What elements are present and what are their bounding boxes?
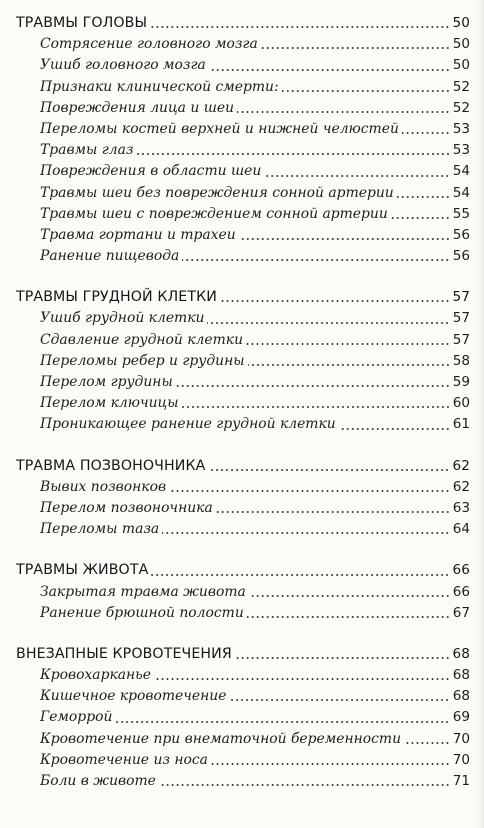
toc-page-number: 68 [452, 688, 470, 705]
toc-section-sudden-bleeding [16, 644, 470, 792]
toc-item [16, 34, 470, 55]
toc-page-number: 56 [452, 248, 470, 265]
dot-leader [391, 216, 450, 220]
toc-item-title: Сдавление грудной клетки [40, 331, 244, 348]
toc-item [16, 55, 470, 76]
dot-leader [162, 531, 450, 535]
dot-leader [182, 405, 450, 409]
toc-heading-title: ТРАВМЫ ГОЛОВЫ [16, 15, 148, 31]
toc-page-number: 61 [452, 416, 470, 433]
toc-section-spine-injury [16, 456, 470, 541]
dot-leader [150, 25, 450, 29]
toc-item [16, 161, 470, 182]
toc-page-number: 68 [452, 645, 470, 662]
dot-leader [249, 594, 450, 598]
toc-heading-title: ТРАВМЫ ГРУДНОЙ КЛЕТКИ [16, 289, 217, 306]
dot-leader [182, 258, 450, 262]
toc-item-title: Повреждения в области шеи [40, 163, 262, 180]
toc-item-title: Ранение брюшной полости [40, 604, 244, 621]
toc-page-number: 55 [452, 205, 470, 222]
toc-section-head-injuries [16, 13, 470, 267]
dot-leader [220, 299, 450, 303]
toc-page-number: 63 [452, 499, 470, 516]
toc-item-title: Кровотечение при внематочной беременности [40, 730, 402, 747]
toc-heading-title: ВНЕЗАПНЫЕ КРОВОТЕЧЕНИЯ [16, 645, 232, 662]
toc-item-title: Перелом позвоночника [40, 499, 213, 516]
dot-leader [229, 698, 450, 702]
toc-item-title: Признаки клинической смерти: [40, 78, 279, 95]
toc-section-abdominal-injuries [16, 560, 470, 624]
toc-page-number: 50 [452, 15, 470, 31]
dot-leader [397, 195, 450, 199]
toc-page-number: 54 [452, 163, 470, 180]
toc-page-number: 66 [452, 583, 470, 600]
toc-page-number: 69 [452, 709, 470, 726]
toc-page-number: 59 [452, 374, 470, 390]
toc-item [16, 750, 470, 771]
toc-item [16, 414, 470, 435]
toc-item-title: Переломы таза [40, 521, 160, 538]
toc-page-number: 70 [452, 730, 470, 747]
dot-leader [264, 174, 450, 178]
toc-section-chest-injuries [16, 287, 470, 435]
toc-item-title: Кишечное кровотечение [40, 688, 227, 705]
toc-item-title: Переломы костей верхней и нижней челюстей [40, 120, 399, 137]
dot-leader [235, 656, 450, 660]
dot-leader [282, 89, 450, 93]
toc-page-number: 58 [452, 352, 470, 369]
toc-page-number: 71 [452, 773, 470, 789]
toc-item-title: Вывих позвонков [40, 478, 167, 495]
toc-item-title: Ранение пищевода [40, 248, 180, 265]
toc-item [16, 603, 470, 624]
toc-item-title: Кровотечение из носа [40, 751, 208, 768]
toc-page-number: 56 [452, 226, 470, 243]
toc-item [16, 330, 470, 351]
toc-item [16, 477, 470, 498]
toc-item [16, 771, 470, 792]
toc-heading [16, 560, 470, 581]
dot-leader [216, 510, 450, 514]
toc-heading-title: ТРАВМЫ ЖИВОТА [16, 562, 149, 579]
toc-item [16, 519, 470, 540]
dot-leader [207, 321, 450, 325]
dot-leader [176, 384, 450, 388]
toc-item [16, 183, 470, 204]
toc-page-number: 57 [452, 289, 470, 306]
toc-item-title: Повреждения лица и шеи [40, 99, 235, 116]
toc-item [16, 140, 470, 161]
toc-item-title: Боли в животе [40, 773, 156, 789]
toc-page-number: 54 [452, 184, 470, 201]
toc-page-number: 68 [452, 667, 470, 684]
toc-page-number: 53 [452, 120, 470, 137]
toc-page-number: 64 [452, 521, 470, 538]
toc-item [16, 729, 470, 750]
toc-item-title: Геморрой [40, 709, 113, 726]
toc-page-number: 62 [452, 478, 470, 495]
toc-item-title: Травма гортани и трахеи [40, 226, 236, 243]
toc-page-number: 67 [452, 604, 470, 621]
toc-item [16, 77, 470, 98]
toc-item [16, 351, 470, 372]
toc-item [16, 119, 470, 140]
dot-leader [151, 573, 450, 577]
toc-item-title: Ушиб головного мозга [40, 57, 206, 74]
dot-leader [239, 237, 450, 241]
dot-leader [339, 427, 450, 431]
page-edge-shadow [478, 0, 484, 828]
toc-item [16, 665, 470, 686]
toc-item [16, 498, 470, 519]
toc-item-title: Травмы шеи без повреждения сонной артерии [40, 184, 394, 201]
dot-leader [402, 131, 450, 135]
toc-item [16, 246, 470, 267]
toc-page-number: 53 [452, 142, 470, 159]
toc-page-number: 52 [452, 99, 470, 116]
toc-item-title: Закрытая травма живота [40, 583, 246, 600]
dot-leader [209, 68, 450, 72]
dot-leader [261, 46, 450, 50]
toc-item [16, 308, 470, 329]
toc-item [16, 707, 470, 728]
dot-leader [137, 152, 451, 156]
toc-item-title: Перелом грудины [40, 374, 173, 390]
toc-page-number: 52 [452, 78, 470, 95]
dot-leader [248, 363, 450, 367]
toc-heading [16, 456, 470, 477]
dot-leader [115, 720, 450, 724]
toc-item [16, 98, 470, 119]
toc-item [16, 372, 470, 393]
toc-item-title: Ушиб грудной клетки [40, 310, 205, 327]
toc-item [16, 393, 470, 414]
toc-heading [16, 287, 470, 308]
toc-page-number: 70 [452, 751, 470, 768]
toc-heading [16, 13, 470, 34]
dot-leader [169, 489, 450, 493]
toc-item [16, 686, 470, 707]
toc-page-number: 66 [452, 562, 470, 579]
toc-page-number: 62 [452, 457, 470, 474]
toc-page-number: 57 [452, 310, 470, 327]
dot-leader [159, 783, 450, 787]
dot-leader [237, 110, 450, 114]
dot-leader [208, 468, 450, 472]
dot-leader [246, 342, 450, 346]
toc-heading [16, 644, 470, 665]
toc-item-title: Проникающее ранение грудной клетки [40, 416, 336, 433]
toc-page-number: 60 [452, 395, 470, 412]
toc-page-number: 50 [452, 36, 470, 53]
toc-item-title: Переломы ребер и грудины [40, 352, 245, 369]
dot-leader [154, 677, 450, 681]
toc-heading-title: ТРАВМА ПОЗВОНОЧНИКА [16, 457, 206, 474]
dot-leader [211, 762, 450, 766]
toc-item-title: Перелом ключицы [40, 395, 179, 412]
toc-page-number: 50 [452, 57, 470, 74]
toc-page-number: 57 [452, 331, 470, 348]
toc-item-title: Кровохарканье [40, 667, 151, 684]
toc-item-title: Сотрясение головного мозга [40, 36, 258, 53]
toc-item [16, 582, 470, 603]
dot-leader [404, 741, 450, 745]
toc-item [16, 225, 470, 246]
toc-item [16, 204, 470, 225]
dot-leader [247, 615, 450, 619]
toc-item-title: Травмы шеи с повреждением сонной артерии [40, 205, 388, 222]
toc-item-title: Травмы глаз [40, 142, 134, 159]
